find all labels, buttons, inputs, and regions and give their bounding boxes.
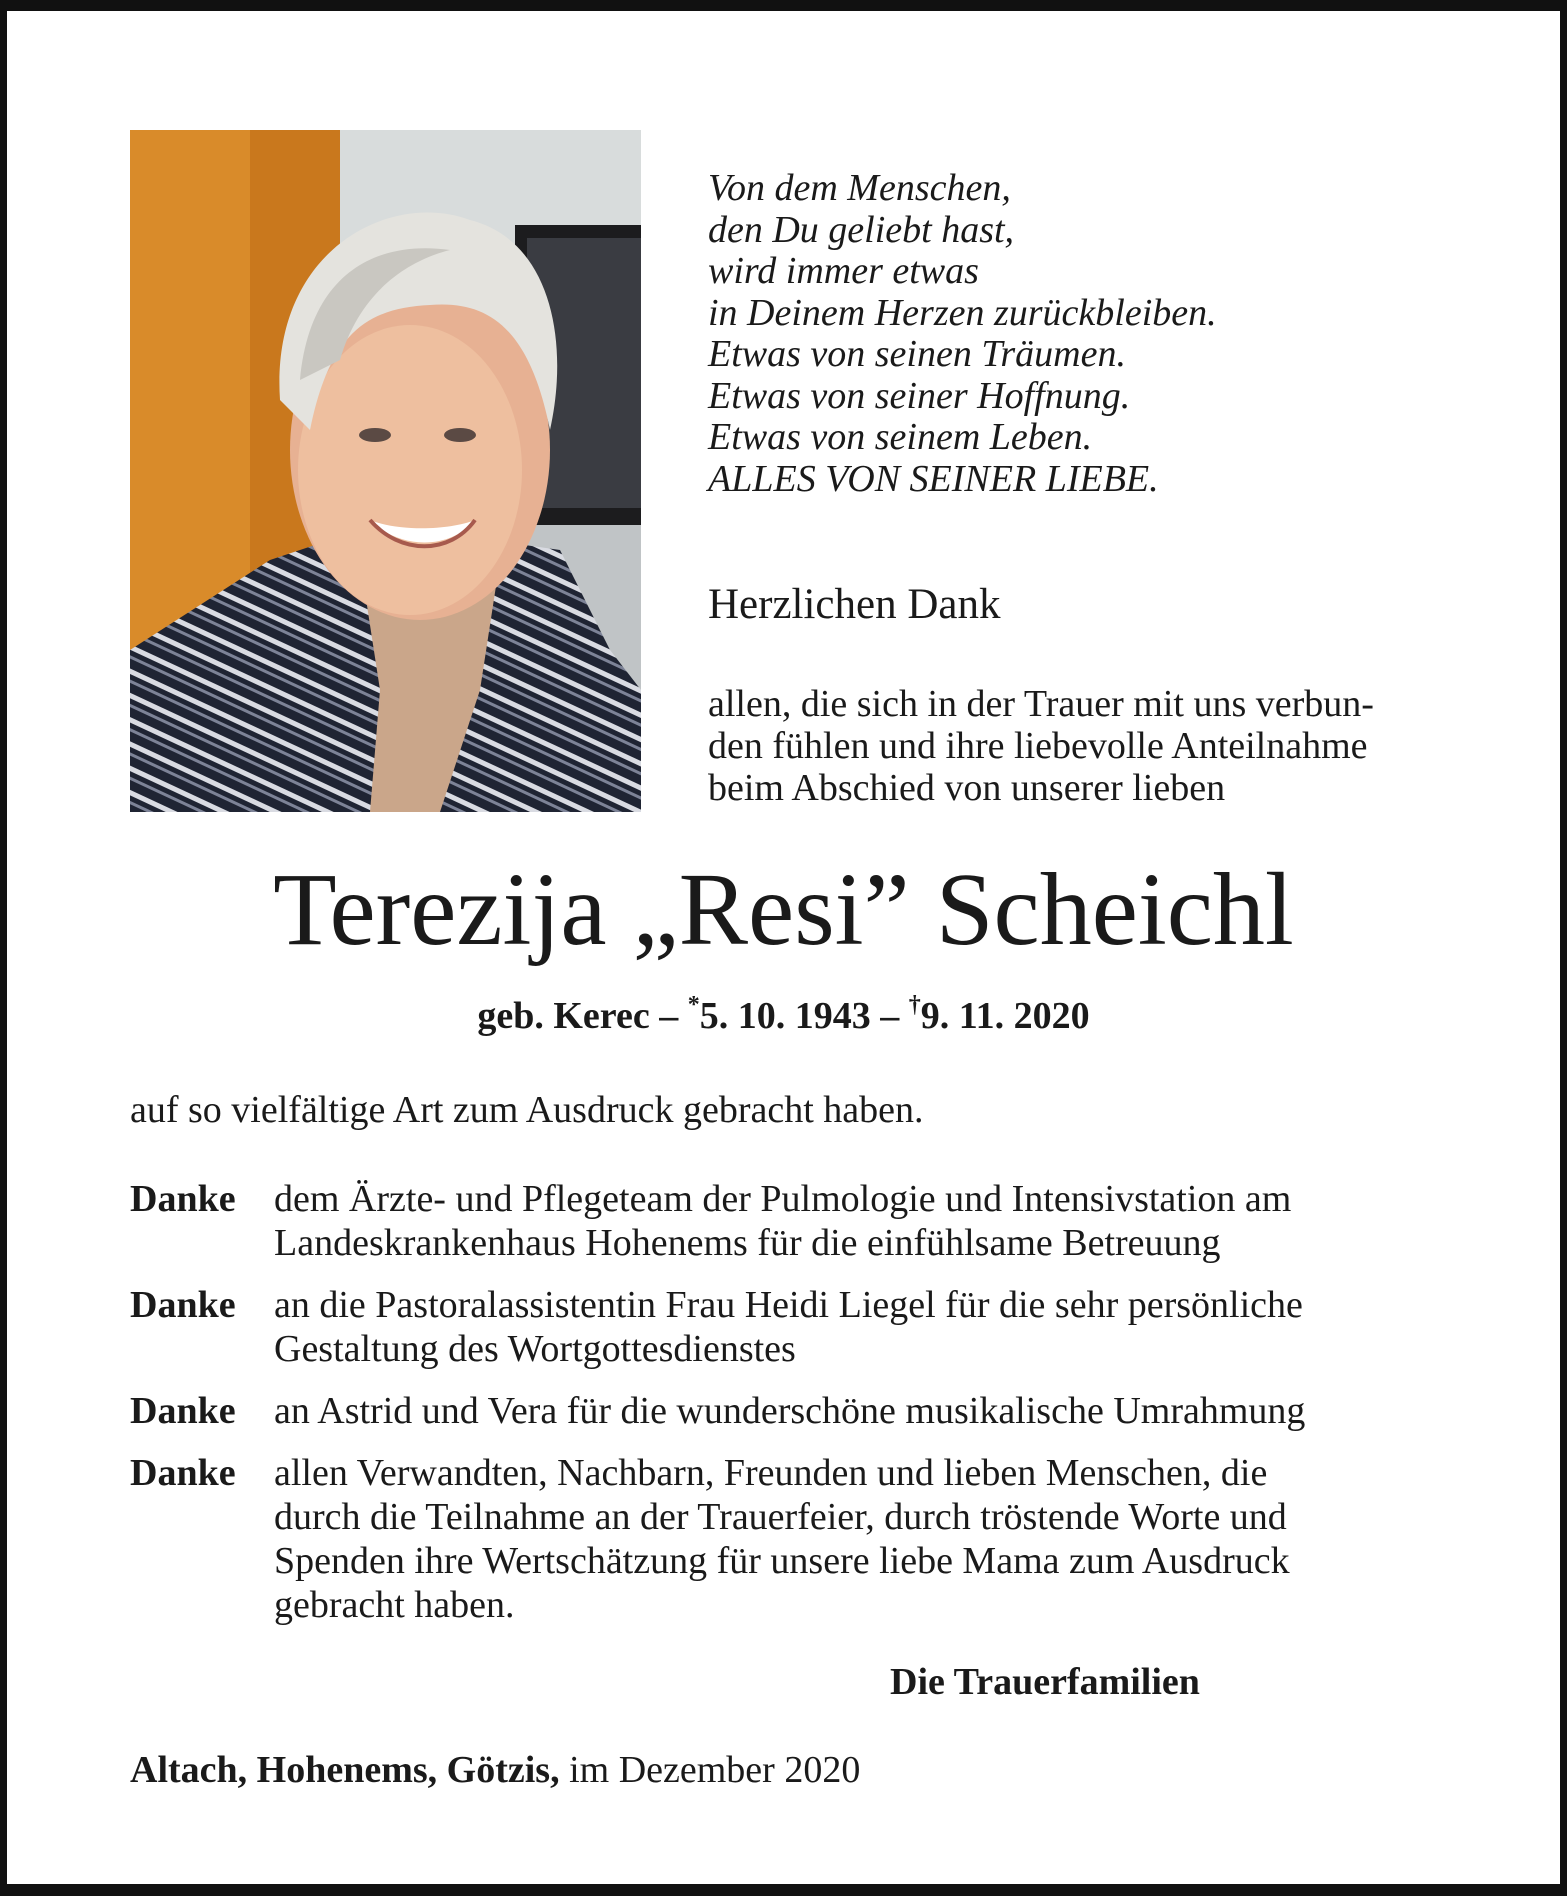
poem-line: Von dem Menschen, <box>708 167 1011 209</box>
danke-item <box>130 1451 1440 1627</box>
thanks-intro-line: allen, die sich in der Trauer mit uns verbun- <box>708 683 1374 725</box>
poem-line: Etwas von seiner Hoffnung. <box>708 374 1131 417</box>
danke-item <box>130 1283 1440 1371</box>
thanks-intro <box>708 683 1508 809</box>
danke-item <box>130 1389 1440 1433</box>
closing-line: auf so vielfältige Art zum Ausdruck gebracht haben. <box>130 1089 924 1131</box>
poem-line: wird immer etwas <box>708 250 979 292</box>
poem-line: ALLES VON SEINER LIEBE. <box>708 457 1159 500</box>
birth-symbol: * <box>687 992 700 1018</box>
danke-label: Danke <box>130 1178 236 1220</box>
danke-line: Spenden ihre Wertschätzung für unsere liebe Mama zum Ausdruck <box>274 1540 1290 1582</box>
danke-label: Danke <box>130 1452 236 1494</box>
danke-line: Gestaltung des Wortgottesdienstes <box>274 1328 796 1370</box>
danke-line: gebracht haben. <box>274 1584 515 1626</box>
poem-line: den Du geliebt hast, <box>708 208 1015 251</box>
death-date: 9. 11. 2020 <box>920 995 1090 1037</box>
danke-line: durch die Teilnahme an der Trauerfeier, durch tröstende Worte und <box>274 1496 1287 1538</box>
portrait-photo <box>130 130 641 812</box>
danke-text <box>274 1283 1440 1371</box>
maiden-name: geb. Kerec – <box>477 995 679 1037</box>
poem-line: Etwas von seinen Träumen. <box>708 333 1126 375</box>
place-towns: Altach, Hohenems, Götzis, <box>130 1749 560 1791</box>
danke-label: Danke <box>130 1284 236 1326</box>
danke-list <box>130 1177 1440 1645</box>
deceased-name: Terezija „Resi” Scheichl <box>273 852 1294 967</box>
thanks-heading: Herzlichen Dank <box>708 581 1001 628</box>
danke-text <box>274 1451 1440 1627</box>
place-date <box>130 1748 860 1792</box>
death-symbol: † <box>908 992 921 1018</box>
danke-text <box>274 1177 1440 1265</box>
life-dates <box>0 994 1567 1038</box>
danke-line: an die Pastoralassistentin Frau Heidi Liegel für die sehr persönliche <box>274 1284 1303 1326</box>
danke-label: Danke <box>130 1390 236 1432</box>
danke-item <box>130 1177 1440 1265</box>
portrait-image <box>130 130 641 812</box>
danke-text <box>274 1389 1440 1433</box>
thanks-intro-line: beim Abschied von unserer lieben <box>708 767 1226 809</box>
signature: Die Trauerfamilien <box>890 1661 1200 1703</box>
poem-line: in Deinem Herzen zurückbleiben. <box>708 291 1217 334</box>
poem <box>708 168 1508 500</box>
poem-line: Etwas von seinem Leben. <box>708 416 1093 458</box>
danke-line: an Astrid und Vera für die wunderschöne musikalische Umrahmung <box>274 1390 1306 1432</box>
birth-date: 5. 10. 1943 – <box>699 995 900 1037</box>
danke-line: dem Ärzte- und Pflegeteam der Pulmologie und Intensivstation am <box>274 1178 1292 1220</box>
thanks-intro-line: den fühlen und ihre liebevolle Anteilnahme <box>708 725 1368 767</box>
place-date-text: im Dezember 2020 <box>569 1749 861 1791</box>
danke-line: allen Verwandten, Nachbarn, Freunden und lieben Menschen, die <box>274 1452 1268 1494</box>
danke-line: Landeskrankenhaus Hohenems für die einfühlsame Betreuung <box>274 1222 1221 1264</box>
